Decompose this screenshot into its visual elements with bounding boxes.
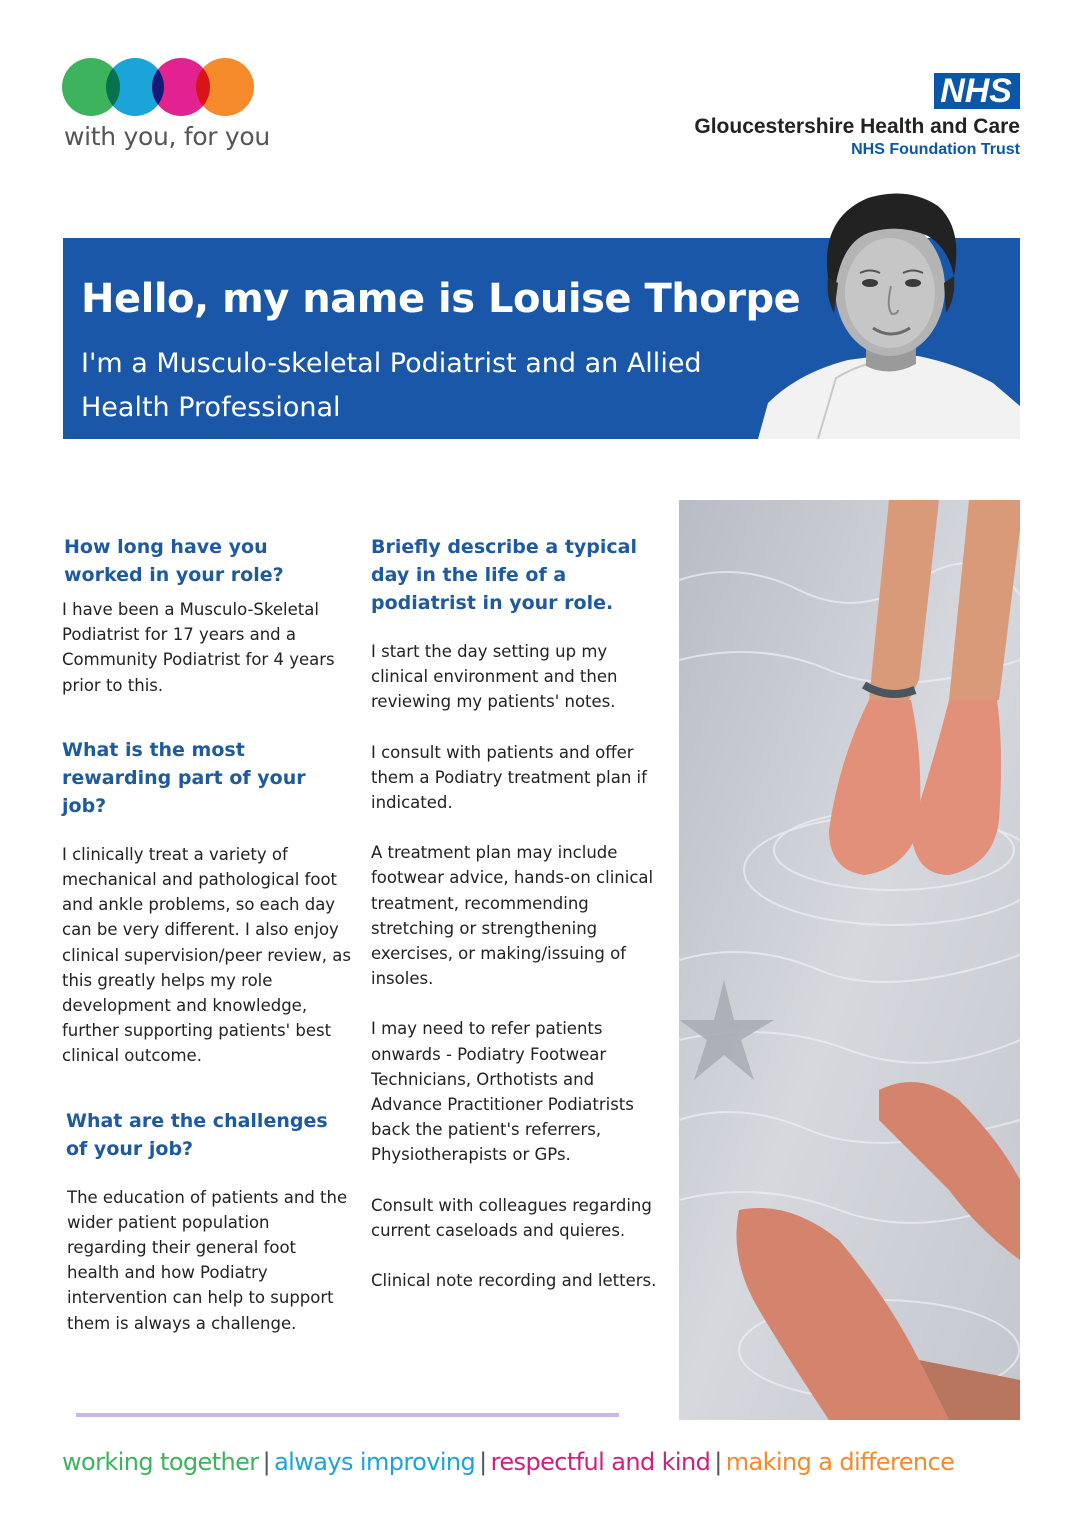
typical-day-paragraph-4: I may need to refer patients onwards - Podiatry Footwear Technicians, Orthotists and Advance Practitioner Podiatrists back the patient's referrers, Physiotherapists or GPs.: [371, 1019, 634, 1165]
value-separator: |: [262, 1448, 271, 1476]
typical-day-paragraph-2: I consult with patients and offer them a Podiatry treatment plan if indicated.: [371, 742, 647, 813]
trust-name: NHS Foundation Trust: [851, 141, 1020, 158]
nhs-identity: [694, 73, 1020, 159]
question-typical-day: Briefly describe a typical day in the life of a podiatrist in your role.: [371, 536, 637, 614]
trust-logo: [62, 58, 270, 168]
value-working-together: working together: [62, 1448, 259, 1476]
values-strapline: [62, 1448, 954, 1476]
value-separator: |: [714, 1448, 722, 1476]
portrait-photo: [758, 178, 1020, 439]
question-rewarding-part: What is the most rewarding part of your job?: [62, 738, 306, 817]
typical-day-paragraph-5: Consult with colleagues regarding current caseloads and quieres.: [371, 1195, 652, 1240]
logo-circle-orange: [196, 58, 254, 116]
typical-day-paragraph-6: Clinical note recording and letters.: [371, 1271, 657, 1291]
answer-challenges: The education of patients and the wider patient population regarding their general foot health and how Podiatry intervention can help to support them is always a challenge.: [67, 1187, 348, 1333]
middle-column: [371, 533, 661, 1293]
left-column: [62, 533, 352, 1336]
nhs-logo: NHS: [934, 73, 1020, 109]
logo-tagline: with you, for you: [64, 122, 270, 151]
footer-divider: [76, 1413, 619, 1417]
question-role-duration: How long have you worked in your role?: [64, 536, 284, 586]
value-respectful-and-kind: respectful and kind: [490, 1448, 711, 1476]
typical-day-paragraph-3: A treatment plan may include footwear advice, hands-on clinical treatment, recommending stretching or strengthening exercises, or making/issuing of insoles.: [371, 843, 654, 989]
portrait-illustration: [758, 178, 1020, 439]
page-title: Hello, my name is Louise Thorpe: [81, 276, 801, 322]
answer-role-duration: I have been a Musculo-Skeletal Podiatrist for 17 years and a Community Podiatrist for 4 years prior to this.: [62, 600, 335, 695]
answer-rewarding-part: I clinically treat a variety of mechanical and pathological foot and ankle problems, so each day can be very different. I also enjoy clinical supervision/peer review, as this greatly helps my role development and knowledge, further supporting patients' best clinical outcome.: [62, 844, 351, 1066]
org-name: Gloucestershire Health and Care: [694, 115, 1020, 138]
value-making-a-difference: making a difference: [725, 1448, 955, 1476]
typical-day-paragraph-1: I start the day setting up my clinical environment and then reviewing my patients' notes.: [371, 642, 618, 712]
question-challenges: What are the challenges of your job?: [66, 1109, 328, 1160]
value-always-improving: always improving: [274, 1448, 476, 1476]
feet-in-water-photo: [679, 500, 1020, 1420]
feet-in-water-illustration: [679, 500, 1020, 1420]
value-separator: |: [479, 1448, 487, 1476]
page-subtitle: I'm a Musculo-skeletal Podiatrist and an Allied Health Professional: [81, 348, 702, 423]
